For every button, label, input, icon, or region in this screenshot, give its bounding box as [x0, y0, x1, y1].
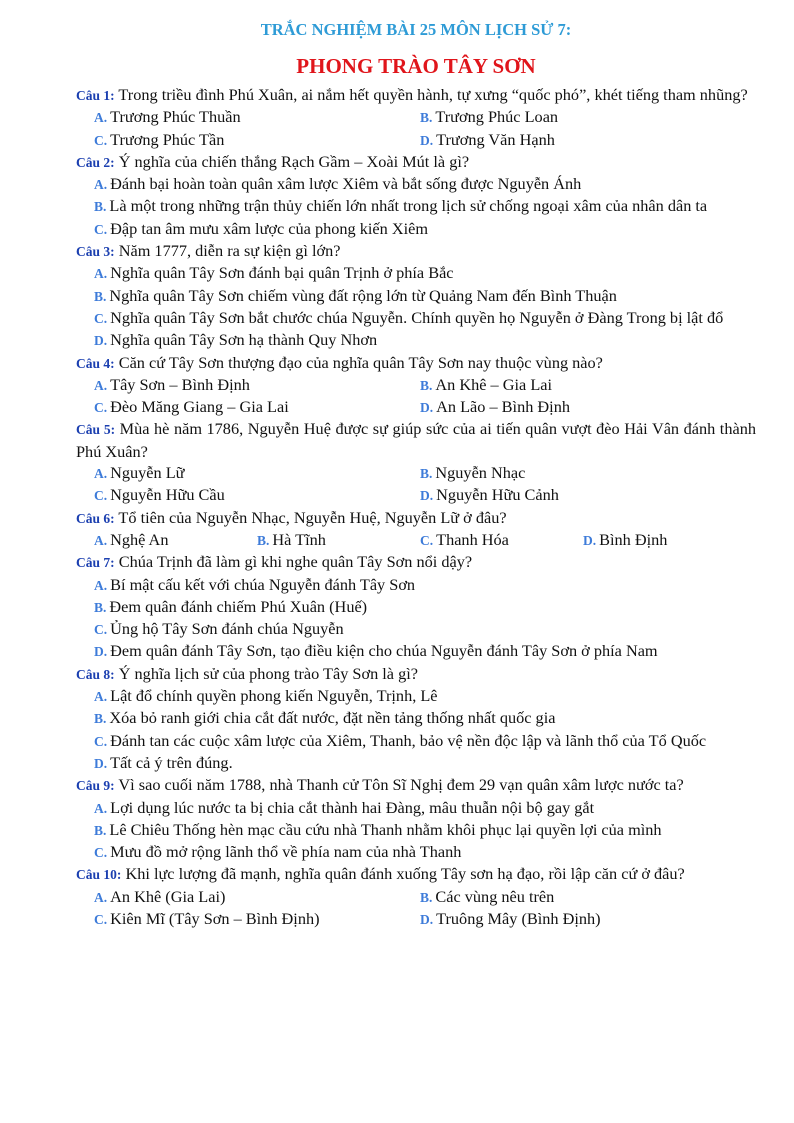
- option-c[interactable]: C. Mưu đồ mở rộng lãnh thổ về phía nam của nhà Thanh: [94, 842, 462, 862]
- option-a[interactable]: A. Lật đổ chính quyền phong kiến Nguyễn, Trịnh, Lê: [94, 686, 438, 706]
- question-label: Câu 6:: [76, 510, 115, 526]
- question-text: Năm 1777, diễn ra sự kiện gì lớn?: [118, 241, 341, 261]
- question-6: [76, 507, 756, 552]
- option-b[interactable]: B. Lê Chiêu Thống hèn mạc cầu cứu nhà Thanh nhằm khôi phục lại quyền lợi của mình: [94, 819, 662, 839]
- question-label: Câu 9:: [76, 778, 115, 794]
- option-c[interactable]: C. Ủng hộ Tây Sơn đánh chúa Nguyễn: [94, 619, 344, 639]
- option-a[interactable]: A. Nghệ An: [94, 529, 169, 549]
- question-text: Ý nghĩa lịch sử của phong trào Tây Sơn là gì?: [118, 663, 418, 683]
- question-10: [76, 863, 756, 930]
- worksheet-title: TRẮC NGHIỆM BÀI 25 MÔN LỊCH SỬ 7:: [260, 20, 572, 39]
- option-c[interactable]: C. Đập tan âm mưu xâm lược của phong kiến Xiêm: [94, 218, 429, 238]
- option-d[interactable]: D. Nguyễn Hữu Cảnh: [420, 485, 559, 505]
- question-text: Ý nghĩa của chiến thắng Rạch Gầm – Xoài Mút là gì?: [118, 151, 470, 171]
- option-a[interactable]: A. Bí mật cấu kết với chúa Nguyễn đánh Tây Sơn: [94, 574, 416, 594]
- question-8: [76, 663, 756, 774]
- option-b[interactable]: B. Các vùng nêu trên: [420, 886, 555, 906]
- option-b[interactable]: B. Nguyễn Nhạc: [420, 463, 526, 483]
- option-a[interactable]: A. Nghĩa quân Tây Sơn đánh bại quân Trịnh ở phía Bắc: [94, 263, 454, 283]
- question-3: [76, 240, 756, 351]
- question-text: Trong triều đình Phú Xuân, ai nắm hết quyền hành, tự xưng “quốc phó”, khét tiếng tham nhũng?: [118, 85, 748, 104]
- question-9: [76, 774, 756, 863]
- worksheet-page: [76, 18, 756, 930]
- question-label: Câu 7:: [76, 555, 115, 571]
- option-a[interactable]: A. Đánh bại hoàn toàn quân xâm lược Xiêm và bắt sống được Nguyễn Ánh: [94, 174, 582, 194]
- question-1: [76, 84, 756, 151]
- option-d[interactable]: D. An Lão – Bình Định: [420, 397, 570, 417]
- question-text: Vì sao cuối năm 1788, nhà Thanh cử Tôn Sĩ Nghị đem 29 vạn quân xâm lược nước ta?: [118, 775, 684, 795]
- worksheet-subtitle: PHONG TRÀO TÂY SƠN: [296, 54, 536, 78]
- question-text: Căn cứ Tây Sơn thượng đạo của nghĩa quân Tây Sơn nay thuộc vùng nào?: [118, 352, 603, 372]
- question-label: Câu 10:: [76, 867, 122, 883]
- option-c[interactable]: C. Trương Phúc Tần: [94, 129, 225, 149]
- option-c[interactable]: C. Đánh tan các cuộc xâm lược của Xiêm, Thanh, bảo vệ nền độc lập và lãnh thổ của Tổ Quốc: [94, 730, 707, 750]
- option-b[interactable]: B. Xóa bỏ ranh giới chia cắt đất nước, đặt nền tảng thống nhất quốc gia: [94, 708, 556, 728]
- option-c[interactable]: C. Nguyễn Hữu Cầu: [94, 485, 225, 505]
- question-7: [76, 551, 756, 662]
- option-c[interactable]: C. Đèo Măng Giang – Gia Lai: [94, 397, 289, 417]
- option-a[interactable]: A. Trương Phúc Thuần: [94, 107, 241, 127]
- option-c[interactable]: C. Nghĩa quân Tây Sơn bắt chước chúa Nguyễn. Chính quyền họ Nguyễn ở Đàng Trong bị lật đổ: [94, 307, 724, 327]
- question-label: Câu 5:: [76, 422, 116, 438]
- option-d[interactable]: D. Đem quân đánh Tây Sơn, tạo điều kiện cho chúa Nguyễn đánh Tây Sơn ở phía Nam: [94, 641, 658, 661]
- question-label: Câu 8:: [76, 666, 115, 682]
- option-b[interactable]: B. Nghĩa quân Tây Sơn chiếm vùng đất rộng lớn từ Quảng Nam đến Bình Thuận: [94, 285, 617, 305]
- option-b[interactable]: B. Là một trong những trận thủy chiến lớn nhất trong lịch sử chống ngoại xâm của nhân dân ta: [94, 196, 708, 216]
- question-label: Câu 3:: [76, 244, 115, 260]
- question-2: [76, 151, 756, 240]
- question-text: Tổ tiên của Nguyễn Nhạc, Nguyễn Huệ, Nguyễn Lữ ở đâu?: [118, 507, 507, 527]
- option-a[interactable]: A. An Khê (Gia Lai): [94, 886, 226, 906]
- option-b[interactable]: B. Trương Phúc Loan: [420, 107, 559, 127]
- option-d[interactable]: D. Nghĩa quân Tây Sơn hạ thành Quy Nhơn: [94, 330, 378, 350]
- option-c[interactable]: C. Kiên Mĩ (Tây Sơn – Bình Định): [94, 908, 320, 928]
- option-a[interactable]: A. Tây Sơn – Bình Định: [94, 374, 250, 394]
- option-b[interactable]: B. Đem quân đánh chiếm Phú Xuân (Huế): [94, 596, 368, 616]
- question-5: [76, 418, 756, 506]
- question-label: Câu 4:: [76, 355, 115, 371]
- question-text: Khi lực lượng đã mạnh, nghĩa quân đánh xuống Tây sơn hạ đạo, rồi lập căn cứ ở đâu?: [125, 864, 685, 884]
- question-label: Câu 2:: [76, 154, 115, 170]
- option-a[interactable]: A. Lợi dụng lúc nước ta bị chia cắt thành hai Đàng, mâu thuẫn nội bộ gay gắt: [94, 797, 595, 817]
- option-d[interactable]: D. Tất cả ý trên đúng.: [94, 752, 233, 772]
- option-a[interactable]: A. Nguyễn Lữ: [94, 463, 185, 483]
- option-b[interactable]: B. An Khê – Gia Lai: [420, 374, 553, 394]
- question-4: [76, 352, 756, 419]
- question-text: Chúa Trịnh đã làm gì khi nghe quân Tây Sơn nổi dậy?: [118, 552, 473, 572]
- option-b[interactable]: B. Hà Tĩnh: [257, 529, 326, 549]
- option-d[interactable]: D. Trương Văn Hạnh: [420, 129, 555, 149]
- option-c[interactable]: C. Thanh Hóa: [420, 529, 509, 549]
- question-text: Mùa hè năm 1786, Nguyễn Huệ được sự giúp sức của ai tiến quân vượt đèo Hải Vân đánh thành Phú Xuân?: [76, 419, 756, 461]
- question-label: Câu 1:: [76, 88, 115, 103]
- option-d[interactable]: D. Bình Định: [583, 529, 668, 549]
- option-d[interactable]: D. Truông Mây (Bình Định): [420, 908, 601, 928]
